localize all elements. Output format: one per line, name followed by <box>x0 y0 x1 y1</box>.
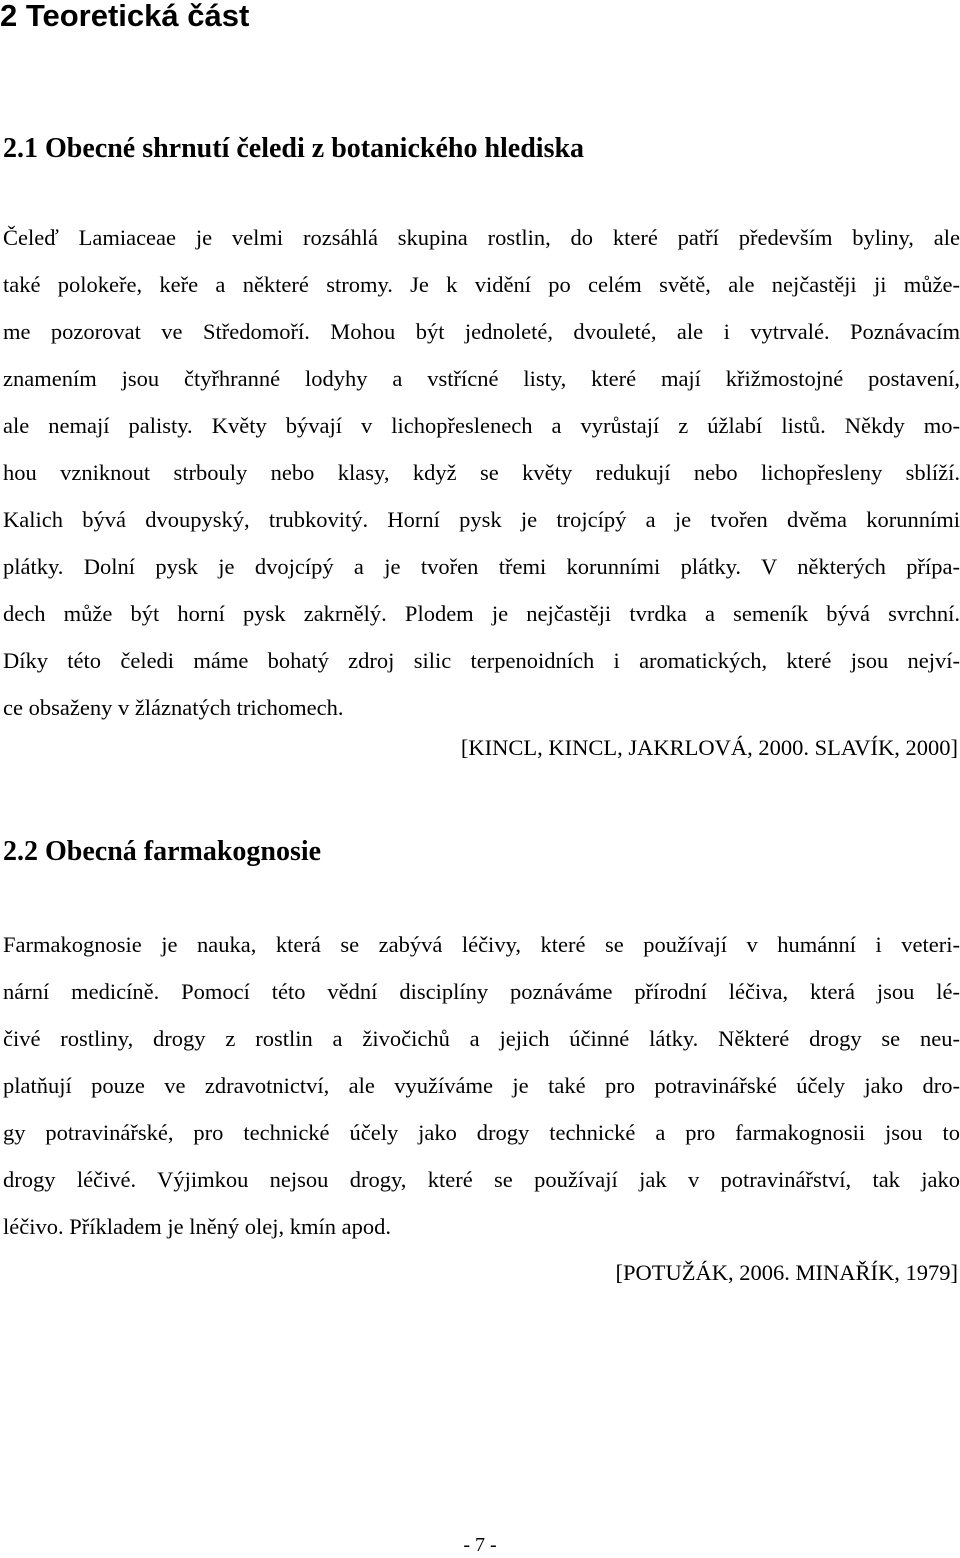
citation-2-2: [POTUŽÁK, 2006. MINAŘÍK, 1979] <box>615 1260 958 1285</box>
paragraph-line: Díky této čeledi máme bohatý zdroj silic terpenoidních i aromatických, které jsou nejví- <box>3 648 960 673</box>
paragraph-line: me pozorovat ve Středomoří. Mohou být jednoleté, dvouleté, ale i vytrvalé. Poznávacím <box>3 319 960 344</box>
section-2-1-paragraph <box>3 214 960 731</box>
paragraph-line: drogy léčivé. Výjimkou nejsou drogy, které se používají jak v potravinářství, tak jako <box>3 1167 960 1192</box>
citation-2-1: [KINCL, KINCL, JAKRLOVÁ, 2000. SLAVÍK, 2000] <box>460 735 958 760</box>
paragraph-line: ale nemají palisty. Květy bývají v lichopřeslenech a vyrůstají z úžlabí listů. Někdy mo- <box>3 413 960 438</box>
paragraph-line: ce obsaženy v žláznatých trichomech. <box>3 695 344 720</box>
paragraph-line: gy potravinářské, pro technické účely jako drogy technické a pro farmakognosii jsou to <box>3 1120 960 1145</box>
paragraph-line: léčivo. Příkladem je lněný olej, kmín apod. <box>3 1214 392 1239</box>
paragraph-line: Čeleď Lamiaceae je velmi rozsáhlá skupina rostlin, do které patří především byliny, ale <box>3 225 960 250</box>
paragraph-line: čivé rostliny, drogy z rostlin a živočichů a jejich účinné látky. Některé drogy se neu- <box>3 1026 960 1051</box>
paragraph-line: hou vzniknout strbouly nebo klasy, když se květy redukují nebo lichopřesleny sblíží. <box>3 460 960 485</box>
page-number: - 7 - <box>463 1534 497 1556</box>
paragraph-line: znamením jsou čtyřhranné lodyhy a vstřícné listy, které mají křižmostojné postavení, <box>3 366 960 391</box>
paragraph-line: platňují pouze ve zdravotnictví, ale využíváme je také pro potravinářské účely jako dro- <box>3 1073 960 1098</box>
paragraph-line: nární medicíně. Pomocí této vědní disciplíny poznáváme přírodní léčiva, která jsou lé- <box>3 979 960 1004</box>
section-2-2-paragraph <box>3 921 960 1250</box>
section-heading-2-2: 2.2 Obecná farmakognosie <box>3 836 322 867</box>
paragraph-line: Kalich bývá dvoupyský, trubkovitý. Horní pysk je trojcípý a je tvořen dvěma korunními <box>3 507 960 532</box>
chapter-heading: 2 Teoretická část <box>0 0 250 33</box>
section-heading-2-1: 2.1 Obecné shrnutí čeledi z botanického hlediska <box>3 133 585 164</box>
paragraph-line: také polokeře, keře a některé stromy. Je k vidění po celém světě, ale nejčastěji ji může- <box>3 272 960 297</box>
paragraph-line: Farmakognosie je nauka, která se zabývá léčivy, které se používají v humánní i veteri- <box>3 932 960 957</box>
paragraph-line: dech může být horní pysk zakrnělý. Plodem je nejčastěji tvrdka a semeník bývá svrchní. <box>3 601 960 626</box>
paragraph-line: plátky. Dolní pysk je dvojcípý a je tvořen třemi korunními plátky. V některých přípa- <box>3 554 960 579</box>
